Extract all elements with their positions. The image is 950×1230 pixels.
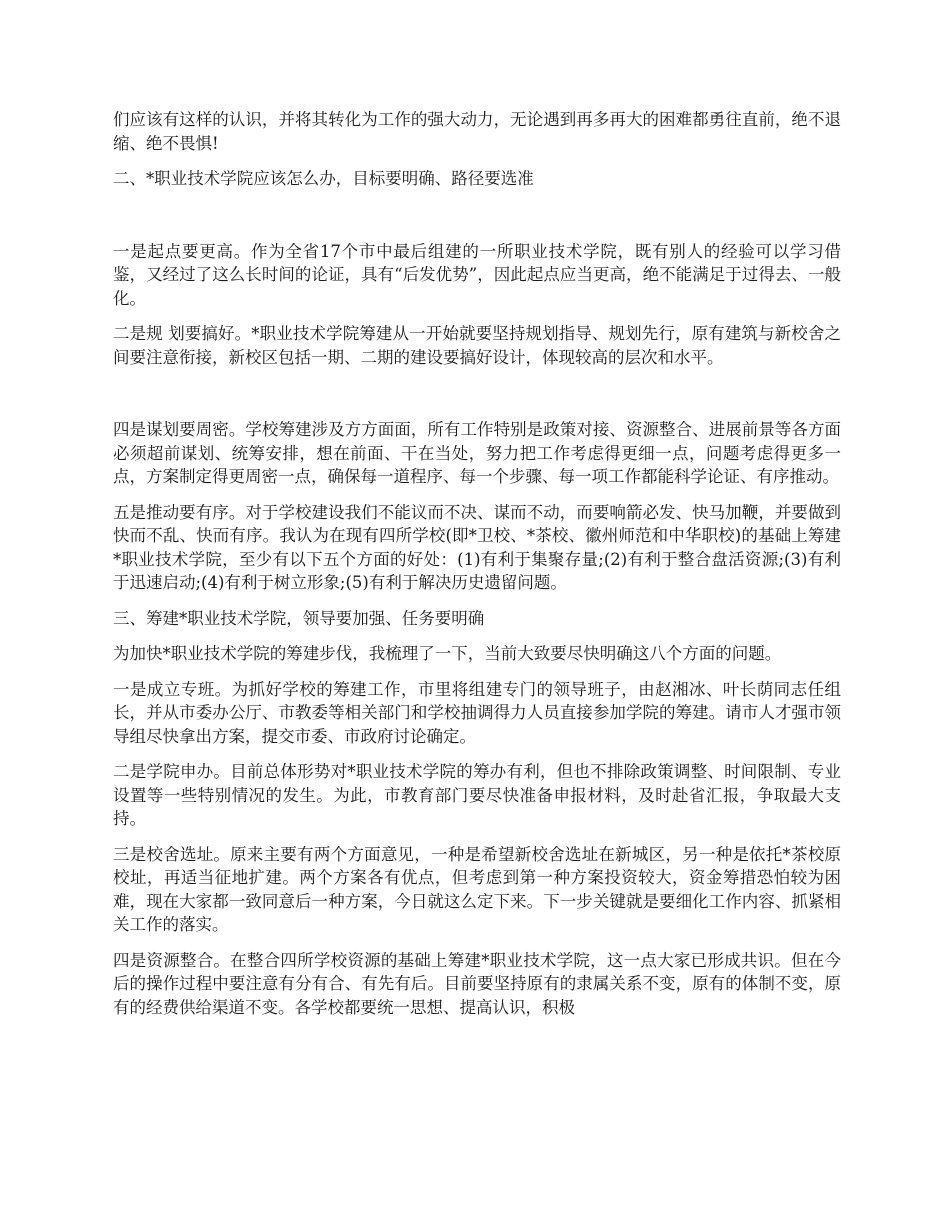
blank-gap <box>113 203 841 240</box>
paragraph-point-one: 一是起点要更高。作为全省17个市中最后组建的一所职业技术学院，既有别人的经验可以学习借鉴，又经过了这么长时间的论证，具有“后发优势”，因此起点应当更高，绝不能满足于过得去、一般化。 <box>113 241 841 308</box>
paragraph-intro: 为加快*职业技术学院的筹建步伐，我梳理了一下，当前大致要尽快明确这八个方面的问题。 <box>113 644 782 663</box>
paragraph-continuation: 们应该有这样的认识，并将其转化为工作的强大动力，无论遇到再多再大的困难都勇往直前，绝不退缩、绝不畏惧! <box>113 110 841 153</box>
section-heading-two: 二、*职业技术学院应该怎么办，目标要明确、路径要选准 <box>113 169 534 188</box>
section-heading-three: 三、筹建*职业技术学院，领导要加强、任务要明确 <box>113 608 485 628</box>
document-body <box>113 108 841 1031</box>
paragraph-task-one: 一是成立专班。为抓好学校的筹建工作，市里将组建专门的领导班子，由赵湘冰、叶长荫同志任组长，并从市委办公厅、市教委等相关部门和学校抽调得力人员直接参加学院的筹建。请市人才强市领导组尽快拿出方案，提交市委、市政府讨论确定。 <box>113 679 841 746</box>
paragraph-task-four: 四是资源整合。在整合四所学校资源的基础上筹建*职业技术学院，这一点大家已形成共识。但在今后的操作过程中要注意有分有合、有先有后。目前要坚持原有的隶属关系不变，原有的体制不变，原有的经费供给渠道不变。各学校都要统一思想、提高认识，积极 <box>113 950 841 1017</box>
paragraph-point-five: 五是推动要有序。对于学校建设我们不能议而不决、谋而不动，而要响箭必发、快马加鞭，并要做到快而不乱、快而有序。我认为在现有四所学校(即*卫校、*茶校、徽州师范和中华职校)的基础上筹建*职业技术学院，至少有以下五个方面的好处：(1)有利于集聚存量;(2)有利于整合盘活资源;(3)有利于迅速启动;(4)有利于树立形象;(5)有利于解决历史遗留问题。 <box>113 502 841 592</box>
blank-gap <box>113 381 841 418</box>
paragraph-task-two: 二是学院申办。目前总体形势对*职业技术学院的筹办有利，但也不排除政策调整、时间限制、专业设置等一些特别情况的发生。为此，市教育部门要尽快准备申报材料，及时赴省汇报，争取最大支持。 <box>113 762 841 828</box>
paragraph-task-three: 三是校舍选址。原来主要有两个方面意见，一种是希望新校舍选址在新城区，另一种是依托*茶校原校址，再适当征地扩建。两个方案各有优点，但考虑到第一种方案投资较大，资金筹措恐怕较为困难，现在大家都一致同意后一种方案，今日就这么定下来。下一步关键就是要细化工作内容、抓紧相关工作的落实。 <box>113 844 841 934</box>
paragraph-point-four: 四是谋划要周密。学校筹建涉及方方面面，所有工作特别是政策对接、资源整合、进展前景等各方面必须超前谋划、统筹安排，想在前面、干在当处，努力把工作考虑得更细一点，问题考虑得更多一点，方案制定得更周密一点，确保每一道程序、每一个步骤、每一项工作都能科学论证、有序推动。 <box>113 420 841 486</box>
paragraph-point-two: 二是规 划要搞好。*职业技术学院筹建从一开始就要坚持规划指导、规划先行，原有建筑与新校舍之间要注意衔接，新校区包括一期、二期的建设要搞好设计，体现较高的层次和水平。 <box>113 324 841 367</box>
